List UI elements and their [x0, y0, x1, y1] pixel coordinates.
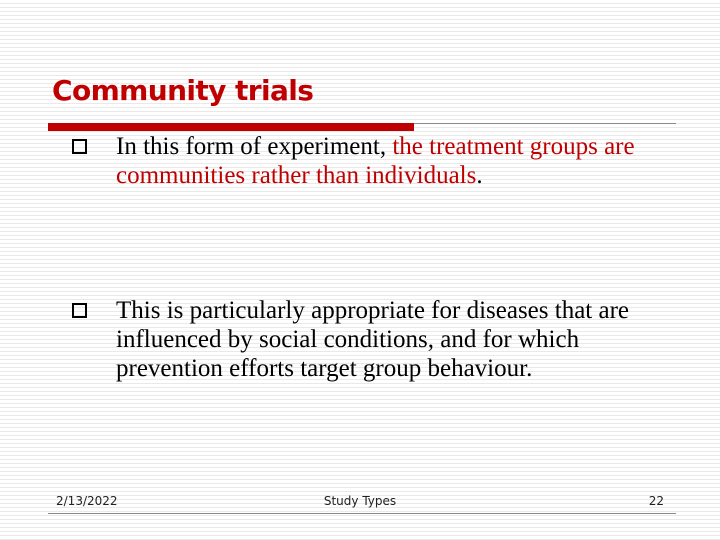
- footer-date: 2/13/2022: [56, 494, 118, 508]
- title-underline-accent: [48, 123, 414, 131]
- bullet-2-text: This is particularly appropriate for diseases that are influenced by social conditions, and for which prevention efforts target group behaviour.: [116, 297, 630, 382]
- bullet-1-text-highlight: the treatment groups are communities rather than individuals: [116, 133, 635, 189]
- square-bullet-icon: [72, 303, 87, 318]
- square-bullet-icon: [72, 139, 87, 154]
- bullet-1-text-part-1: In this form of experiment,: [116, 133, 393, 160]
- footer-divider: [48, 513, 676, 514]
- footer-section-title: Study Types: [323, 494, 397, 508]
- bullet-item-1: [116, 132, 676, 190]
- footer-page-number: 22: [648, 494, 664, 508]
- bullet-1-text-part-3: .: [476, 162, 483, 189]
- bullet-item-2: [116, 296, 676, 383]
- slide-title: Community trials: [52, 74, 314, 107]
